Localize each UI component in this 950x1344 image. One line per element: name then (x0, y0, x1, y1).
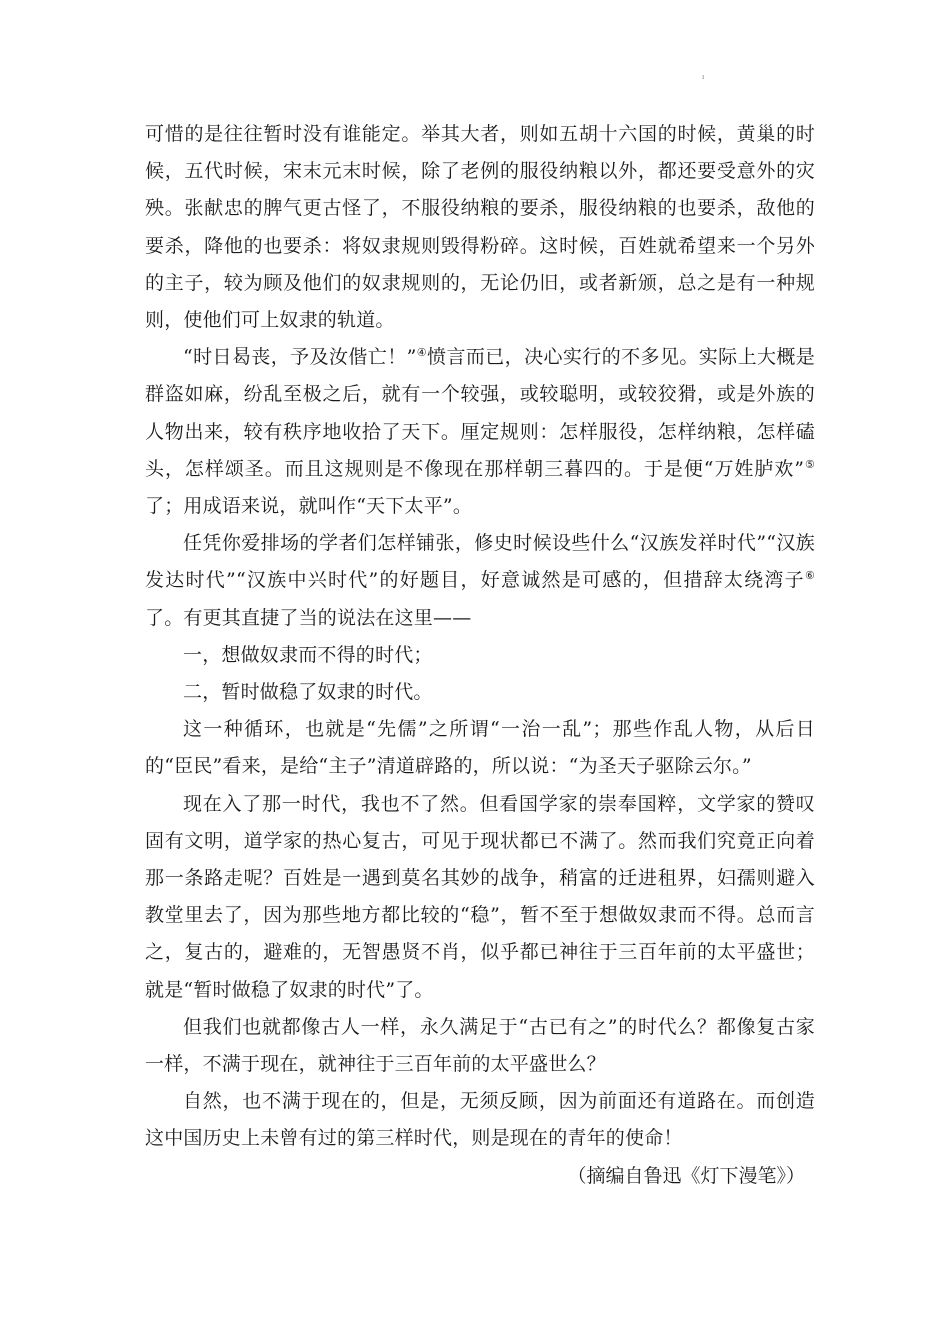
paragraph-4: 一，想做奴隶而不得的时代； (183, 643, 433, 666)
paragraph-6: 这一种循环，也就是“先儒”之所谓“一治一乱”；那些作乱人物，从后日的“臣民”看来，是给“主子”清道辟路的，所以说：“为圣天子驱除云尔。” (145, 718, 815, 778)
paragraph-2-quote: “时日曷丧，予及汝偕亡！” (183, 346, 417, 369)
paragraph-8: 但我们也就都像古人一样，永久满足于“古已有之”的时代么？都像复古家一样，不满于现在，就神往于三百年前的太平盛世么？ (145, 1015, 815, 1076)
paragraph-3 (145, 525, 815, 637)
corner-mark: ı (702, 73, 705, 81)
paragraph-1: 可惜的是往往暂时没有谁能定。举其大者，则如五胡十六国的时候，黄巢的时候，五代时候，宋末元末时候，除了老例的服役纳粮以外，都还要受意外的灾殃。张献忠的脾气更古怪了，不服役纳粮的要杀，服役纳粮的也要杀，敌他的要杀，降他的也要杀：将奴隶规则毁得粉碎。这时候，百姓就希望来一个另外的主子，较为顾及他们的奴隶规则的，无论仍旧，或者新颁，总之是有一种规则，使他们可上奴隶的轨道。 (145, 123, 815, 332)
paragraph-9: 自然，也不满于现在的，但是，无须反顾，因为前面还有道路在。而创造这中国历史上未曾有过的第三样时代，则是现在的青年的使命！ (145, 1090, 815, 1150)
paragraph-7: 现在入了那一时代，我也不了然。但看国学家的崇奉国粹，文学家的赞叹固有文明，道学家的热心复古，可见于现状都已不满了。然而我们究竟正向着那一条路走呢？百姓是一遇到莫名其妙的战争，稍富的迁进租界，妇孺则避入教堂里去了，因为那些地方都比较的“稳”，暂不至于想做奴隶而不得。总而言之，复古的，避难的，无智愚贤不肖，似乎都已神往于三百年前的太平盛世；就是“暂时做稳了奴隶的时代”了。 (145, 792, 815, 1001)
paragraph-5: 二，暂时做稳了奴隶的时代。 (183, 681, 433, 704)
paragraph-2-text: 愤言而已，决心实行的不多见。实际上大概是群盗如麻，纷乱至极之后，就有一个较强，或较聪明，或较狡猾，或是外族的人物出来，较有秩序地收拾了天下。厘定规则：怎样服役，怎样纳粮，怎样磕头，怎样颂圣。而且这规则是不像现在那样朝三暮四的。于是便“万姓胪欢” (145, 346, 815, 480)
paragraph-2 (145, 339, 815, 525)
footnote-marker-6: ⑥ (804, 569, 815, 583)
paragraph-2-ending: 了；用成语来说，就叫作“天下太平”。 (145, 495, 473, 518)
paragraph-3-text: 任凭你爱排场的学者们怎样铺张，修史时候设些什么“汉族发祥时代”“汉族发达时代”“汉族中兴时代”的好题目，好意诚然是可感的，但措辞太绕湾子 (145, 532, 815, 592)
article-body (145, 116, 815, 1195)
paragraph-3-ending: 了。有更其直捷了当的说法在这里—— (145, 606, 472, 629)
footnote-marker-4: ④ (416, 346, 428, 360)
source-citation: （摘编自鲁迅《灯下漫笔》） (567, 1164, 805, 1187)
footnote-marker-5: ⑤ (804, 457, 816, 471)
